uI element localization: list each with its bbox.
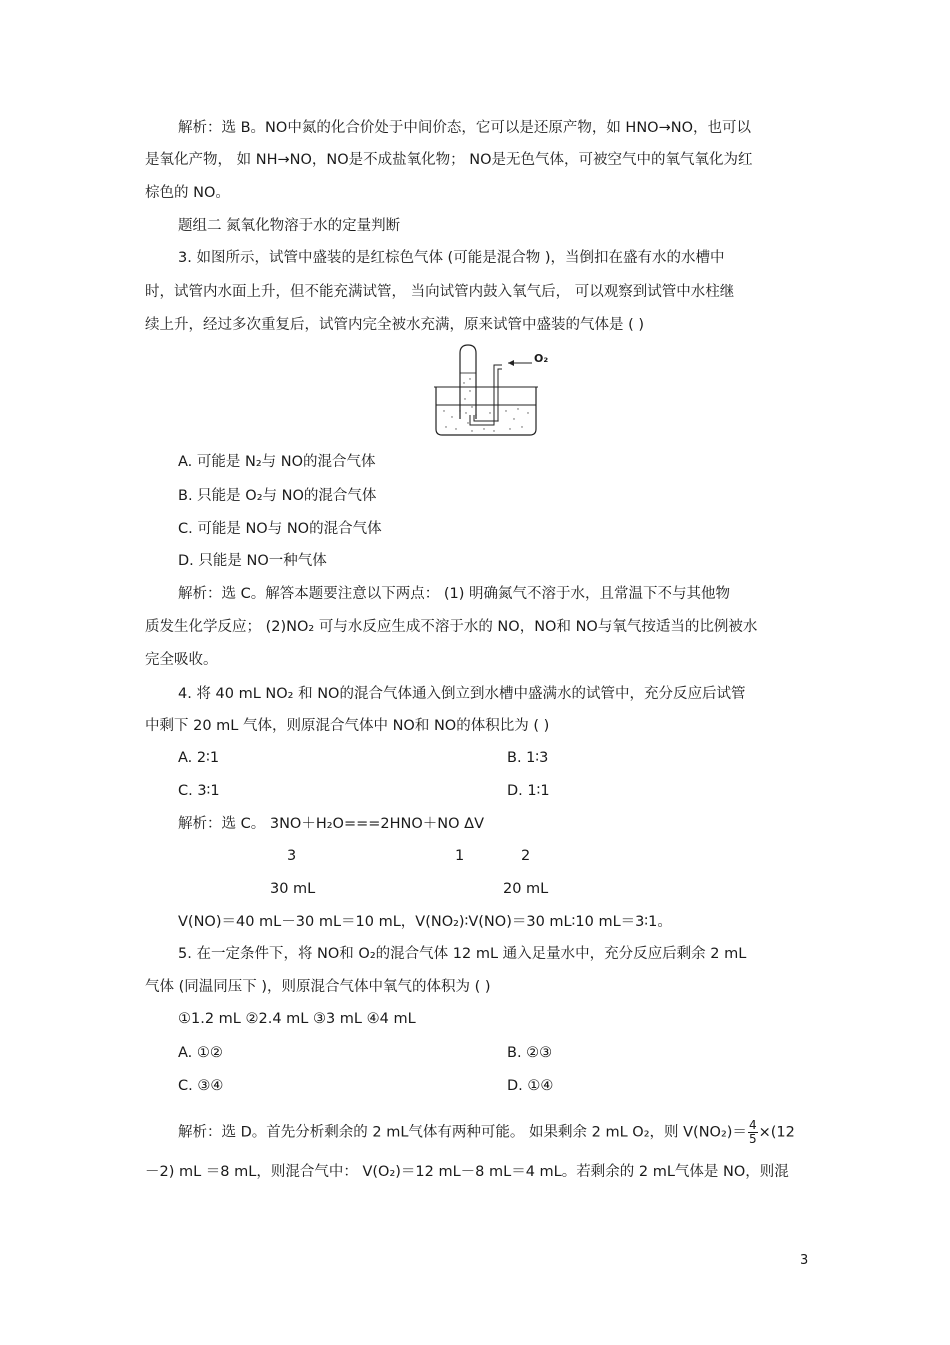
option-a: A. ①② bbox=[178, 1045, 223, 1061]
text-line: V(NO)＝40 mL－30 mL＝10 mL，V(NO₂)∶V(NO)＝30 mL∶10 mL＝3∶1。 bbox=[178, 914, 672, 930]
text-segment: 解析：选 D。首先分析剩余的 2 mL气体有两种可能。 如果剩余 2 mL O₂，则 V(NO₂)＝ bbox=[178, 1124, 747, 1141]
text-line: 时，试管内水面上升，但不能充满试管， 当向试管内鼓入氧气后， 可以观察到试管中水柱继 bbox=[145, 284, 735, 300]
option-c: C. ③④ bbox=[178, 1078, 224, 1094]
text-line: 是氧化产物， 如 NH→NO，NO是不成盐氧化物； NO是无色气体，可被空气中的氧气氧化为红 bbox=[145, 152, 753, 168]
coefficient: 1 bbox=[455, 848, 465, 864]
text-line: 中剩下 20 mL 气体，则原混合气体中 NO和 NO的体积比为 ( ) bbox=[145, 718, 550, 734]
option-a: A. 可能是 N₂与 NO的混合气体 bbox=[178, 454, 376, 470]
option-d: D. 只能是 NO一种气体 bbox=[178, 553, 327, 569]
section-heading: 题组二 氮氧化物溶于水的定量判断 bbox=[178, 218, 401, 234]
page-number: 3 bbox=[800, 1253, 809, 1268]
question-4: 4. 将 40 mL NO₂ 和 NO的混合气体通入倒立到水槽中盛满水的试管中，充分反应后试管 bbox=[178, 686, 746, 702]
option-b: B. 1∶3 bbox=[507, 750, 549, 766]
question-3: 3. 如图所示，试管中盛装的是红棕色气体 (可能是混合物 )，当倒扣在盛有水的水槽中 bbox=[178, 250, 725, 266]
option-a: A. 2∶1 bbox=[178, 750, 220, 766]
coefficient: 2 bbox=[521, 848, 531, 864]
text-line: 解析：选 C。解答本题要注意以下两点： (1) 明确氮气不溶于水，且常温下不与其他物 bbox=[178, 586, 730, 602]
text-line: 解析：选 B。NO中氮的化合价处于中间价态，它可以是还原产物，如 HNO→NO，也可以 bbox=[178, 120, 751, 136]
text-line: 完全吸收。 bbox=[145, 652, 218, 668]
fraction bbox=[748, 1119, 758, 1146]
volume-value: 30 mL bbox=[270, 881, 316, 897]
fraction-numerator: 4 bbox=[748, 1118, 757, 1132]
text-line: 棕色的 NO。 bbox=[145, 185, 230, 201]
option-c: C. 3∶1 bbox=[178, 783, 220, 799]
equation-line: 解析：选 C。 3NO＋H₂O===2HNO＋NO ΔV bbox=[178, 816, 485, 832]
text-line bbox=[178, 1119, 795, 1146]
volume-value: 20 mL bbox=[503, 881, 549, 897]
text-line: －2) mL ＝8 mL，则混合气中： V(O₂)＝12 mL－8 mL＝4 mL。若剩余的 2 mL气体是 NO，则混 bbox=[145, 1164, 789, 1180]
o2-label: O₂ bbox=[534, 352, 549, 365]
text-segment: ×(12 bbox=[758, 1124, 795, 1141]
option-c: C. 可能是 NO与 NO的混合气体 bbox=[178, 521, 382, 537]
text-line: 续上升，经过多次重复后，试管内完全被水充满，原来试管中盛装的气体是 ( ) bbox=[145, 317, 645, 333]
text-line: 质发生化学反应； (2)NO₂ 可与水反应生成不溶于水的 NO，NO和 NO与氧气按适当的比例被水 bbox=[145, 619, 758, 635]
option-d: D. 1∶1 bbox=[507, 783, 550, 799]
option-b: B. ②③ bbox=[507, 1045, 553, 1061]
text-line: 气体 (同温同压下 )，则原混合气体中氧气的体积为 ( ) bbox=[145, 979, 491, 995]
option-b: B. 只能是 O₂与 NO的混合气体 bbox=[178, 488, 377, 504]
question-5: 5. 在一定条件下，将 NO和 O₂的混合气体 12 mL 通入足量水中，充分反应后剩余 2 mL bbox=[178, 946, 747, 962]
choice-list: ①1.2 mL ②2.4 mL ③3 mL ④4 mL bbox=[178, 1011, 416, 1027]
coefficient: 3 bbox=[287, 848, 297, 864]
apparatus-figure bbox=[432, 343, 542, 439]
option-d: D. ①④ bbox=[507, 1078, 554, 1094]
fraction-denominator: 5 bbox=[748, 1132, 757, 1146]
